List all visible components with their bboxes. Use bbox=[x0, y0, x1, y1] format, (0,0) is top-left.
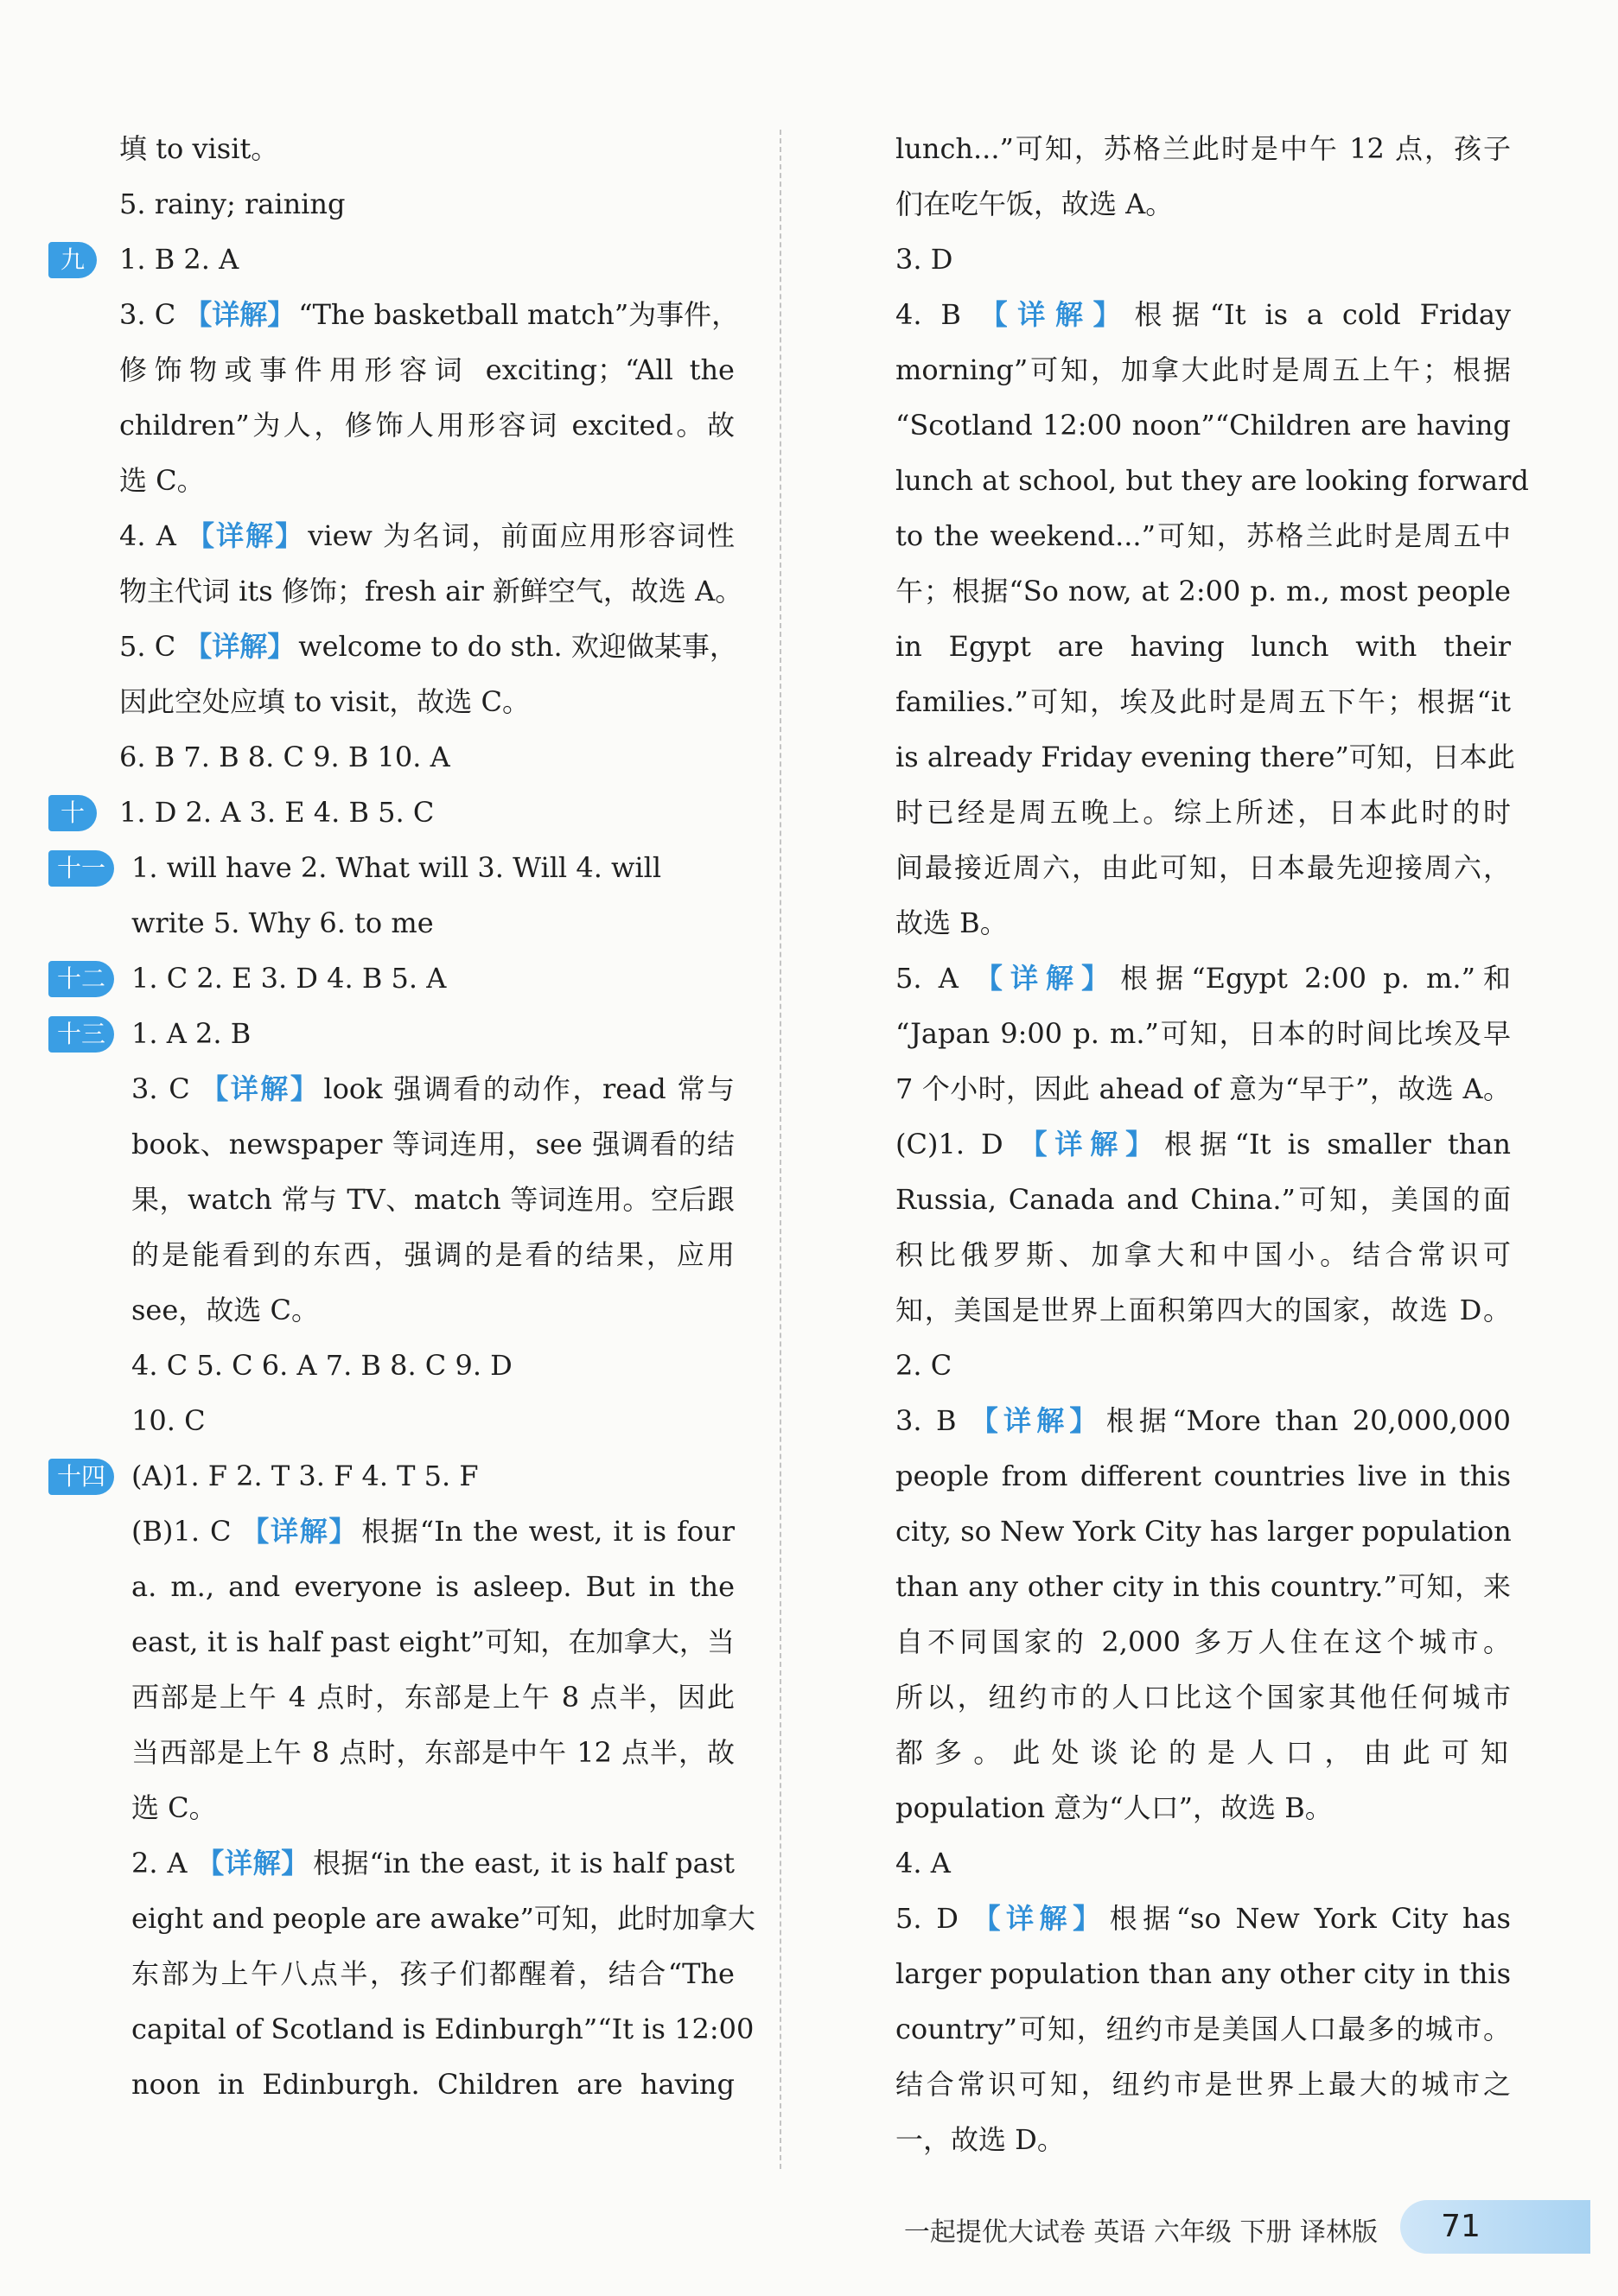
answer-line: 们在吃午饭，故选 A。 bbox=[895, 188, 1174, 220]
section-thirteen bbox=[57, 1006, 735, 1061]
explanation-text: “The basketball match”为事件， bbox=[298, 298, 740, 331]
answer-line: 一，故选 D。 bbox=[895, 2123, 1065, 2156]
answer-line bbox=[119, 619, 735, 674]
answer-line: 填 to visit。 bbox=[119, 132, 279, 165]
explanation-text: view 为名词，前面应用形容词性 bbox=[308, 519, 735, 552]
section-marker-nine: 九 bbox=[48, 242, 97, 278]
answer-number: 5. C bbox=[119, 630, 176, 663]
answer-line: country”可知，纽约市是美国人口最多的城市。 bbox=[895, 2013, 1511, 2045]
explanation-text: 根据“It is a cold Friday bbox=[1134, 298, 1511, 331]
detail-tag: 【详解】 bbox=[184, 519, 305, 552]
answer-line: lunch at school, but they are looking forward bbox=[895, 464, 1529, 497]
answer-number: 3. B bbox=[895, 1404, 957, 1437]
answer-line: book、newspaper 等词连用，see 强调看的结 bbox=[131, 1128, 735, 1161]
answer-line: 选 C。 bbox=[119, 464, 205, 497]
answer-line: see，故选 C。 bbox=[131, 1294, 319, 1326]
answer-line: east, it is half past eight”可知，在加拿大，当 bbox=[131, 1625, 735, 1658]
answer-line: population 意为“人口”，故选 B。 bbox=[895, 1791, 1333, 1824]
answer-line: 故选 B。 bbox=[895, 906, 1008, 939]
detail-tag: 【详解】 bbox=[184, 298, 296, 331]
answer-line: 3. D bbox=[895, 243, 953, 276]
section-nine bbox=[61, 232, 735, 287]
answer-keys: (A)1. F 2. T 3. F 4. T 5. F bbox=[131, 1460, 479, 1492]
answer-number: 4. A bbox=[119, 519, 176, 552]
answer-line: 物主代词 its 修饰；fresh air 新鲜空气，故选 A。 bbox=[119, 575, 743, 607]
answer-line bbox=[895, 1393, 1511, 1448]
answer-line: “Japan 9:00 p. m.”可知，日本的时间比埃及早 bbox=[895, 1017, 1511, 1050]
answer-line: children”为人，修饰人用形容词 excited。故 bbox=[119, 409, 735, 442]
answer-line: city, so New York City has larger population bbox=[895, 1515, 1512, 1548]
section-eleven bbox=[57, 840, 735, 895]
detail-tag: 【详解】 bbox=[965, 1404, 1103, 1437]
answer-line bbox=[119, 287, 740, 342]
answer-line: “Scotland 12:00 noon”“Children are having bbox=[895, 409, 1511, 442]
answer-line: to the weekend...”可知，苏格兰此时是周五中 bbox=[895, 519, 1511, 552]
page-number: 71 bbox=[1441, 2209, 1481, 2244]
answer-line bbox=[895, 1891, 1511, 1946]
answer-line: write 5. Why 6. to me bbox=[131, 906, 434, 939]
answer-keys: 1. will have 2. What will 3. Will 4. will bbox=[131, 851, 662, 884]
explanation-text: welcome to do sth. 欢迎做某事， bbox=[298, 630, 737, 663]
section-marker-ten: 十 bbox=[48, 795, 97, 831]
answer-line: is already Friday evening there”可知，日本此 bbox=[895, 741, 1515, 773]
answer-line: 4. C 5. C 6. A 7. B 8. C 9. D bbox=[131, 1349, 513, 1382]
book-title: 一起提优大试卷 英语 六年级 下册 译林版 bbox=[903, 2217, 1378, 2248]
answer-line bbox=[119, 1835, 735, 1891]
answer-keys: 1. C 2. E 3. D 4. B 5. A bbox=[131, 962, 447, 995]
answer-line: 午；根据“So now, at 2:00 p. m., most people bbox=[895, 575, 1511, 607]
answer-line: 果，watch 常与 TV、match 等词连用。空后跟 bbox=[131, 1183, 735, 1216]
answer-keys: 1. B 2. A bbox=[119, 243, 239, 276]
detail-tag: 【详解】 bbox=[1011, 1128, 1161, 1161]
answer-line: 当西部是上午 8 点时，东部是中午 12 点半，故 bbox=[131, 1736, 735, 1769]
answer-number: 2. A bbox=[131, 1847, 188, 1879]
answer-line: lunch...”可知，苏格兰此时是中午 12 点，孩子 bbox=[895, 132, 1511, 165]
answer-line: 5. rainy; raining bbox=[119, 188, 346, 220]
explanation-text: look 强调看的动作，read 常与 bbox=[323, 1072, 735, 1105]
answer-line: morning”可知，加拿大此时是周五上午；根据 bbox=[895, 353, 1511, 386]
answer-line: a. m., and everyone is asleep. But in the bbox=[131, 1570, 735, 1603]
right-column bbox=[895, 121, 1529, 2167]
answer-line: 7 个小时，因此 ahead of 意为“早于”，故选 A。 bbox=[895, 1072, 1511, 1105]
answer-line: Russia, Canada and China.”可知，美国的面 bbox=[895, 1183, 1511, 1216]
answer-line: 间最接近周六，由此可知，日本最先迎接周六， bbox=[895, 851, 1511, 884]
answer-line: 自不同国家的 2,000 多万人住在这个城市。 bbox=[895, 1625, 1511, 1658]
answer-line: 修饰物或事件用形容词 exciting；“All the bbox=[119, 353, 735, 386]
answer-line: 积比俄罗斯、加拿大和中国小。结合常识可 bbox=[895, 1238, 1511, 1271]
answer-line bbox=[119, 1504, 735, 1559]
answer-line: 东部为上午八点半，孩子们都醒着，结合“The bbox=[131, 1957, 735, 1990]
answer-line bbox=[119, 508, 735, 563]
answer-line: in Egypt are having lunch with their bbox=[895, 630, 1511, 663]
answer-line: noon in Edinburgh. Children are having bbox=[131, 2068, 735, 2101]
explanation-text: 根据“so New York City has bbox=[1109, 1902, 1511, 1935]
detail-tag: 【详解】 bbox=[198, 1072, 321, 1105]
answer-line: 4. A bbox=[895, 1847, 951, 1879]
answer-line: 西部是上午 4 点时，东部是上午 8 点半，因此 bbox=[131, 1681, 735, 1714]
answer-number: 3. C bbox=[119, 298, 176, 331]
answer-line: 知，美国是世界上面积第四大的国家，故选 D。 bbox=[895, 1294, 1511, 1326]
explanation-text: 根据“More than 20,000,000 bbox=[1105, 1404, 1511, 1437]
answer-line bbox=[895, 951, 1511, 1006]
answer-line bbox=[895, 287, 1511, 342]
detail-tag: 【详解】 bbox=[239, 1515, 359, 1548]
answer-line: 时已经是周五晚上。综上所述，日本此时的时 bbox=[895, 796, 1511, 829]
section-ten bbox=[61, 785, 735, 840]
explanation-text: 根据“in the east, it is half past bbox=[312, 1847, 735, 1879]
explanation-text: 根据“In the west, it is four bbox=[361, 1515, 735, 1548]
section-marker-thirteen: 十三 bbox=[48, 1016, 114, 1053]
detail-tag: 【详解】 bbox=[966, 962, 1118, 995]
detail-tag: 【详解】 bbox=[184, 630, 296, 663]
column-divider bbox=[780, 130, 781, 2169]
answer-line: people from different countries live in this bbox=[895, 1460, 1511, 1492]
answer-line: 6. B 7. B 8. C 9. B 10. A bbox=[119, 741, 450, 773]
left-column bbox=[57, 121, 755, 2112]
answer-line: 都多。此处谈论的是人口，由此可知 bbox=[895, 1736, 1511, 1769]
detail-tag: 【详解】 bbox=[195, 1847, 309, 1879]
explanation-text: 根据“It is smaller than bbox=[1163, 1128, 1511, 1161]
answer-number: (B)1. C bbox=[131, 1515, 232, 1548]
answer-line: 结合常识可知，纽约市是世界上最大的城市之 bbox=[895, 2068, 1511, 2101]
explanation-text: 根据“Egypt 2:00 p. m.”和 bbox=[1120, 962, 1511, 995]
answer-line: capital of Scotland is Edinburgh”“It is 12:00 bbox=[131, 2013, 755, 2045]
section-fourteen bbox=[57, 1448, 735, 1504]
answer-number: 3. C bbox=[131, 1072, 190, 1105]
answer-line bbox=[895, 1116, 1511, 1172]
answer-line: 10. C bbox=[131, 1404, 206, 1437]
answer-line: 2. C bbox=[895, 1349, 952, 1382]
answer-line: 所以，纽约市的人口比这个国家其他任何城市 bbox=[895, 1681, 1511, 1714]
answer-keys: 1. A 2. B bbox=[131, 1017, 252, 1050]
answer-number: 4. B bbox=[895, 298, 961, 331]
page-footer bbox=[0, 2195, 1618, 2264]
answer-line: eight and people are awake”可知，此时加拿大 bbox=[131, 1902, 755, 1935]
detail-tag: 【详解】 bbox=[969, 298, 1131, 331]
answer-line: than any other city in this country.”可知，来 bbox=[895, 1570, 1511, 1603]
answer-line: 因此空处应填 to visit，故选 C。 bbox=[119, 685, 530, 718]
answer-number: (C)1. D bbox=[895, 1128, 1003, 1161]
answer-line: 的是能看到的东西，强调的是看的结果，应用 bbox=[131, 1238, 735, 1271]
answer-line: families.”可知，埃及此时是周五下午；根据“it bbox=[895, 685, 1511, 718]
answer-keys: 1. D 2. A 3. E 4. B 5. C bbox=[119, 796, 435, 829]
section-marker-fourteen: 十四 bbox=[48, 1459, 114, 1495]
answer-line: 选 C。 bbox=[131, 1791, 217, 1824]
section-marker-twelve: 十二 bbox=[48, 961, 114, 997]
detail-tag: 【详解】 bbox=[966, 1902, 1106, 1935]
answer-line: larger population than any other city in this bbox=[895, 1957, 1511, 1990]
answer-number: 5. A bbox=[895, 962, 959, 995]
answer-number: 5. D bbox=[895, 1902, 959, 1935]
section-marker-eleven: 十一 bbox=[48, 850, 114, 887]
section-twelve bbox=[57, 951, 735, 1006]
answer-line bbox=[119, 1061, 735, 1116]
